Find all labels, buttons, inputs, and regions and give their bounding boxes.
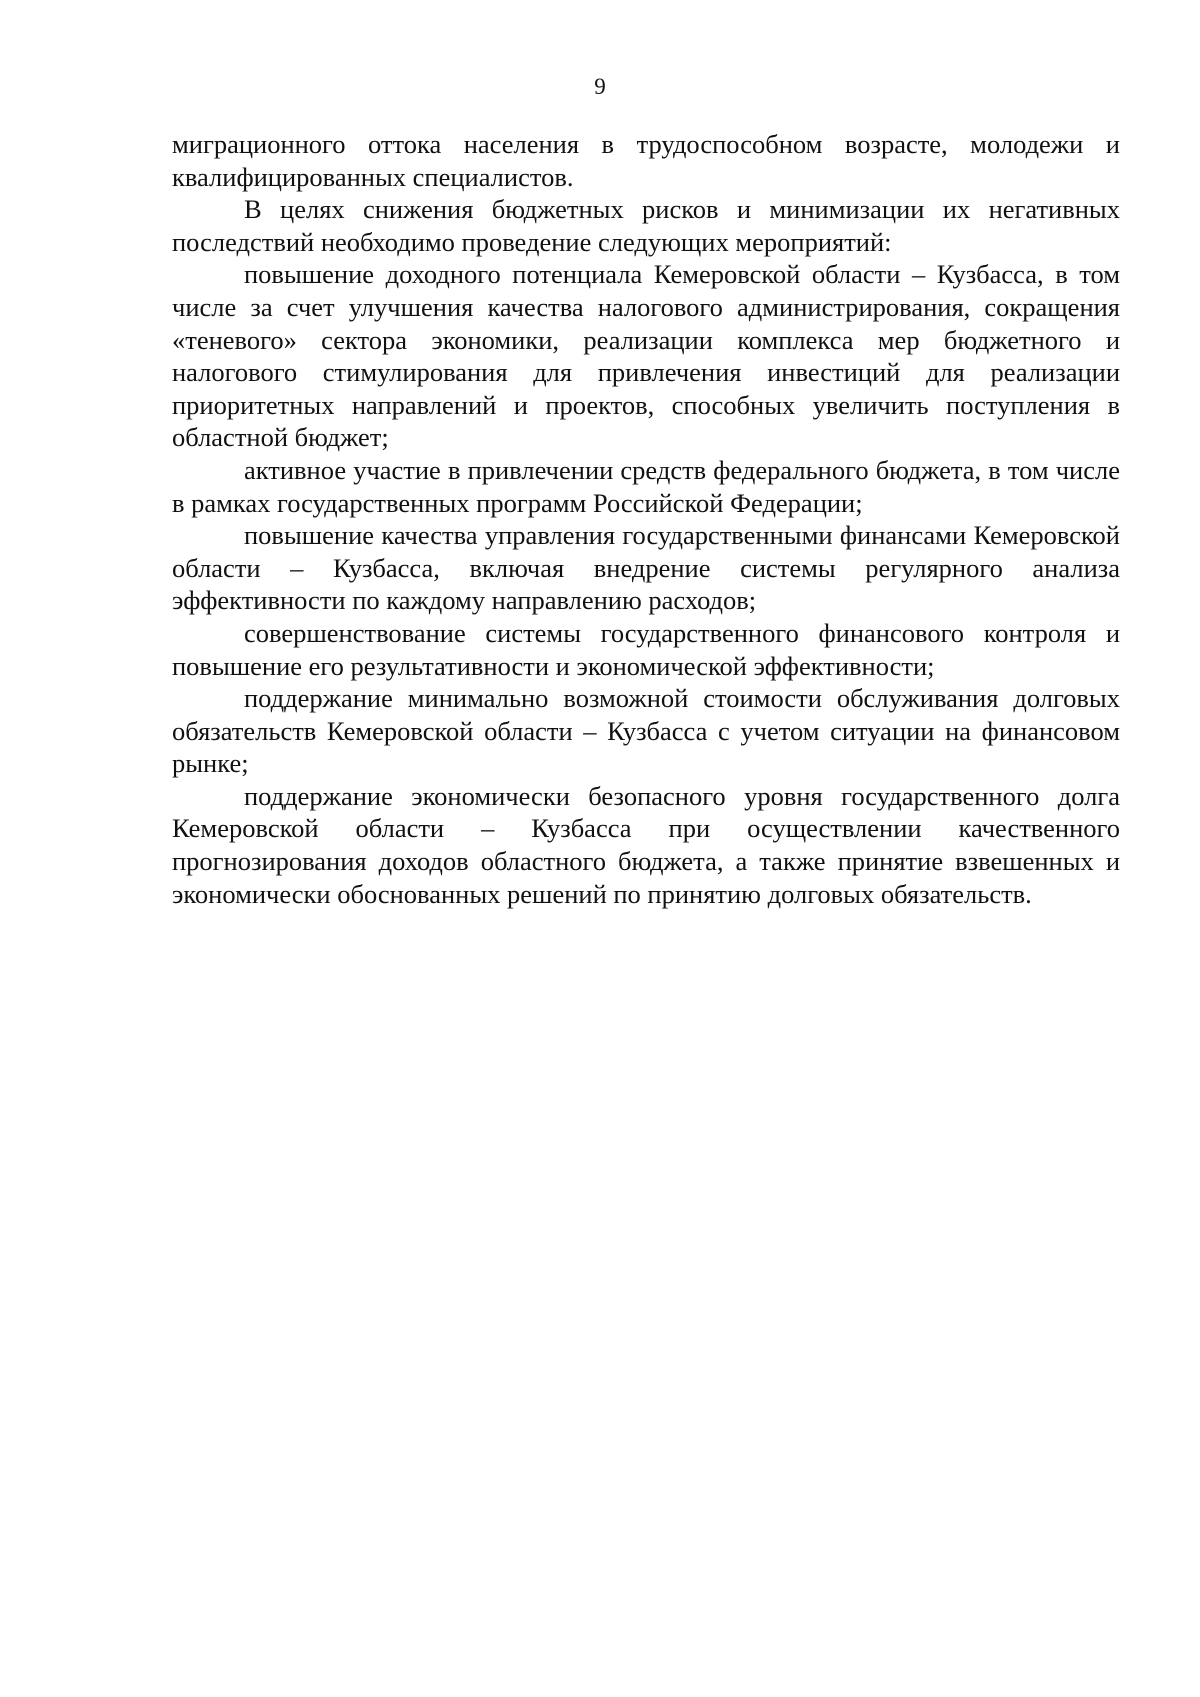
list-item-financial-control: совершенствование системы государственного финансового контроля и повышение его результативности и экономической эффективности; [172,617,1120,681]
list-item-revenue-potential: повышение доходного потенциала Кемеровской области – Кузбасса, в том числе за счет улучшения качества налогового администрирования, сокращения «теневого» сектора экономики, реализации комплекса мер бюджетного и налогового стимулирования для привлечения инвестиций для реализации приоритетных направлений и проектов, способных увеличить поступления в областной бюджет; [172,259,1120,453]
list-item-finance-management: повышение качества управления государственными финансами Кемеровской области – Кузбасса, включая внедрение системы регулярного анализа эффективности по каждому направлению расходов; [172,520,1120,616]
paragraph-intro: В целях снижения бюджетных рисков и минимизации их негативных последствий необходимо проведение следующих мероприятий: [172,194,1120,257]
paragraph-continuation: миграционного оттока населения в трудоспособном возрасте, молодежи и квалифицированных специалистов. [172,129,1120,192]
list-item-debt-level: поддержание экономически безопасного уровня государственного долга Кемеровской области – Кузбасса при осуществлении качественного прогнозирования доходов областного бюджета, а также принятие взвешенных и экономически обоснованных решений по принятию долговых обязательств. [172,780,1120,909]
list-item-federal-funds: активное участие в привлечении средств федерального бюджета, в том числе в рамках государственных программ Российской Федерации; [172,454,1120,518]
document-body [172,128,1120,910]
list-item-debt-servicing: поддержание минимально возможной стоимости обслуживания долговых обязательств Кемеровской области – Кузбасса с учетом ситуации на финансовом рынке; [172,683,1120,779]
page-number: 9 [594,74,606,99]
